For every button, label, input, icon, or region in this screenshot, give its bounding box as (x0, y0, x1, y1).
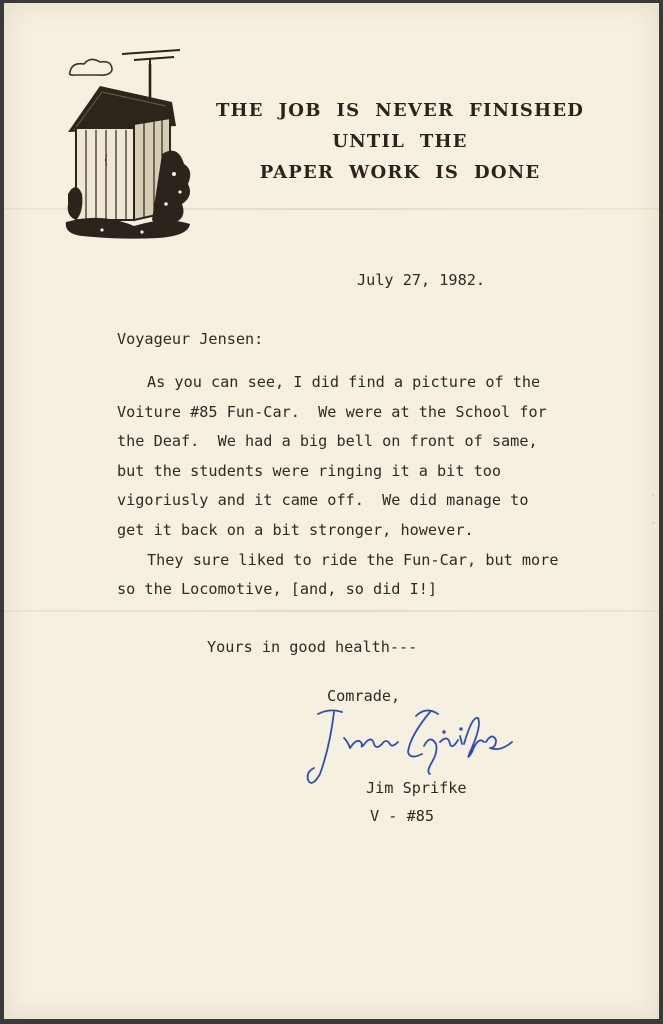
edge-tick-mark: - (651, 490, 655, 500)
body-line: As you can see, I did find a picture of the (147, 373, 541, 391)
body-line: get it back on a bit stronger, however. (117, 520, 474, 539)
body-line: the Deaf. We had a big bell on front of same, (117, 432, 538, 451)
outhouse-illustration (62, 44, 194, 240)
salutation: Voyageur Jensen: (117, 330, 264, 348)
signer-title: V - #85 (370, 807, 435, 825)
body-line: Voiture #85 Fun-Car. We were at the School for (117, 402, 547, 421)
motto-line-3: PAPER WORK IS DONE (259, 162, 541, 183)
body-line: vigoriusly and it came off. We did manage to (117, 491, 529, 510)
closing-line: Yours in good health--- (207, 638, 418, 656)
body-line: They sure liked to ride the Fun-Car, but more (147, 550, 559, 569)
motto-line-1: THE JOB IS NEVER FINISHED (215, 100, 585, 121)
complimentary-close: Comrade, (327, 687, 401, 705)
letterhead-motto (200, 95, 600, 188)
fold-crease-bottom (4, 610, 659, 612)
body-line: so the Locomotive, [and, so did I!] (117, 580, 438, 599)
edge-tick-mark: - (651, 518, 655, 528)
signer-name: Jim Sprifke (366, 779, 467, 797)
body-line: but the students were ringing it a bit too (117, 461, 502, 480)
motto-line-2: UNTIL THE (332, 131, 468, 152)
letter-body (117, 368, 558, 605)
letter-date: July 27, 1982. (357, 271, 486, 289)
